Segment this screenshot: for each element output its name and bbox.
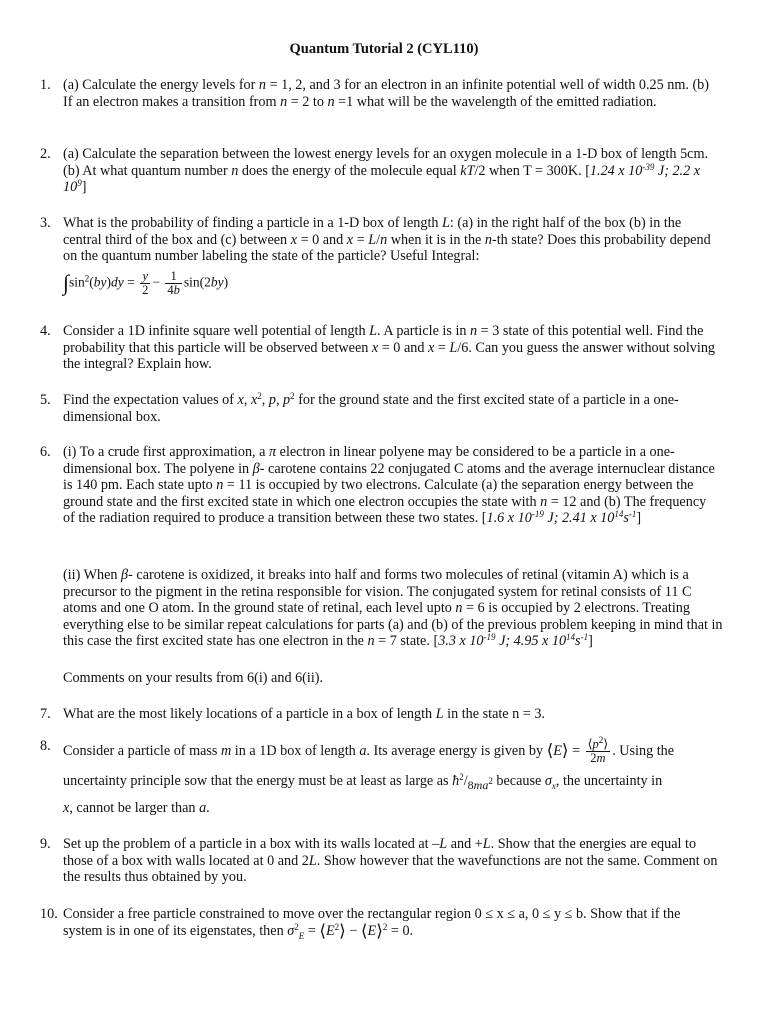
question-8 [40,735,720,765]
question-number: 7. [40,706,51,722]
question-4 [40,323,720,373]
question-number: 5. [40,392,51,408]
question-text: Consider a 1D infinite square well potential of length L. A particle is in n = 3 state of this potential well. Find the probability that this particle will be observed between x = 0 and x = L/6. Can you guess the answer without solving the integral? Explain how. [63,323,716,373]
question-number: 8. [40,738,51,754]
question-number: 2. [40,146,51,162]
question-text: Find the expectation values of x, $x^2$, p, $p^2$ for the ground state and the first excited state of a particle in a one-dimensional box. [63,391,679,425]
answer-text: 1.24 x $10^{-39}$ J; 2.2 x $10^9$ [63,161,701,196]
question-8-end: x, cannot be larger than a. [63,800,210,816]
question-text: Set up the problem of a particle in a box with its walls located at –L and +L. Show that the energies are equal to those of a box with walls located at 0 and 2L. Show however that the wavefunctions are not the same. Comment on the results thus obtained by you. [63,836,718,886]
question-3 [40,215,720,265]
question-number: 4. [40,323,51,339]
question-text: Consider a free particle constrained to move over the rectangular region 0 ≤ x ≤ a, 0 ≤ y ≤ b. Show that if the system is in one of its eigenstates, then $\sigma^2_E$ = $⟨E^2⟩$ − ⟨E⟩$^2$ = 0. [63,906,681,941]
question-9 [40,836,720,886]
question-text: What is the probability of finding a particle in a 1-D box of length L: (a) in the right half of the box (b) in the central third of the box and (c) between x = 0 and x = L/n when it is in the n-th state? Does this probability depend on the quantum number labeling the state of the particle? Useful Integral: [63,215,711,265]
question-text: (a) Calculate the energy levels for n = 1, 2, and 3 for an electron in an infinite potential well of width 0.25 nm. (b) If an electron makes a transition from n = 2 to n =1 what will be the wavelength of the emitted radiation. [63,77,709,110]
question-1 [40,77,720,110]
question-2 [40,146,720,196]
question-6-part-2: (ii) When β- carotene is oxidized, it breaks into half and forms two molecules of retinal (vitamin A) which is a precursor to the pigment in the retina responsible for vision. The conjugated system for retinal consists of 11 C atoms and one O atom. In the ground state of retinal, each level upto n = 6 is occupied by 2 electrons. Treating everything else to be similar repeat calculations for parts (a) and (b) of the previous problem keeping in mind that in this case the first excited state has one electron in the n = 7 state. [3.3 x $10^{-19}$ J; 4.95 x $10^{14}s^{-1}$] [63,567,723,650]
question-text: (a) Calculate the separation between the lowest energy levels for an oxygen molecule in a 1-D box of length 5cm. (b) At what quantum number n does the energy of the molecule equal kT/2 when T = 300K. [1.24 x $10^{-39}$ J; 2.2 x $10^9$] [63,146,709,196]
useful-integral-formula: $\int\sin^2(by)dy$ = $\frac{y}{2}$ − $\frac{1}{4b}$ sin(2by) [63,269,229,297]
answer-text: 3.3 x $10^{-19}$ J; 4.95 x $10^{14}s^{-1}$ [438,632,589,650]
question-text: (i) To a crude first approximation, a π electron in linear polyene may be considered to be a particle in a one-dimensional box. The polyene in β- carotene contains 22 conjugated C atoms and the average internuclear distance is 140 pm. Each state upto n = 11 is occupied by two electrons. Calculate (a) the separation energy between the ground state and the first excited state in which one electron occupies the state with n = 12 and (b) The frequency of the radiation required to produce a transition between these two states. [1.6 x $10^{-19}$ J; 2.41 x $10^{14}s^{-1}$] [63,444,715,527]
question-10 [40,906,720,944]
question-text: Consider a particle of mass m in a 1D box of length a. Its average energy is given by ⟨E⟩ = $\frac{⟨p^2⟩}{2m}$ . Using the [63,735,675,765]
document-title: Quantum Tutorial 2 (CYL110) [289,41,479,57]
question-6 [40,444,720,527]
question-number: 1. [40,77,51,93]
answer-text: 1.6 x $10^{-19}$ J; 2.41 x $10^{14}s^{-1}$ [486,509,637,527]
question-5 [40,392,720,425]
question-number: 3. [40,215,51,231]
question-6-comments: Comments on your results from 6(i) and 6(ii). [63,670,324,686]
question-7 [40,706,720,723]
question-8-continued: uncertainty principle sow that the energy must be at least as large as $ħ^2/_{8ma^2}$ because $\sigma_x$, the uncertainty in [63,772,663,792]
question-number: 10. [40,906,58,922]
question-number: 6. [40,444,51,460]
question-number: 9. [40,836,51,852]
question-text: What are the most likely locations of a particle in a box of length L in the state n = 3. [63,706,545,722]
